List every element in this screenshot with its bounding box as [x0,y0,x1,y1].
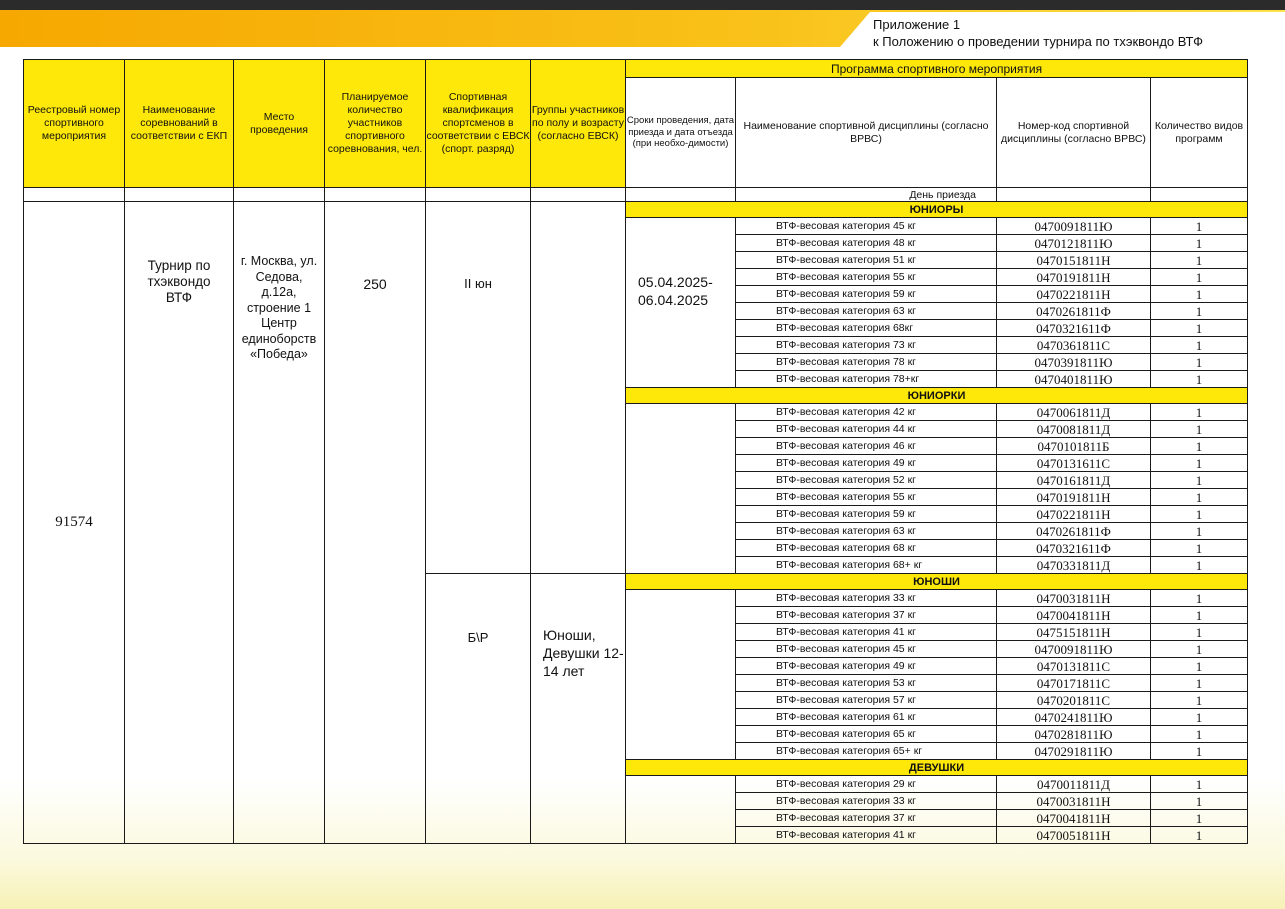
discipline-name: ВТФ-весовая категория 33 кг [736,590,997,607]
programs-count: 1 [1151,438,1248,455]
programs-count: 1 [1151,641,1248,658]
appendix-subtitle: к Положению о проведении турнира по тхэквондо ВТФ [873,34,1203,49]
discipline-code: 0470281811Ю [997,726,1151,743]
empty-cell [426,188,531,202]
reg-number: 91574 [24,202,125,844]
discipline-code: 0470131611С [997,455,1151,472]
programs-count: 1 [1151,303,1248,320]
discipline-code: 0470101811Б [997,438,1151,455]
discipline-name: ВТФ-весовая категория 49 кг [736,455,997,472]
dates-cell [626,404,736,574]
arrival-day-label: День приезда [736,188,997,202]
header-row [24,60,1248,78]
discipline-name: ВТФ-весовая категория 37 кг [736,607,997,624]
discipline-code: 0470401811Ю [997,371,1151,388]
programs-count: 1 [1151,506,1248,523]
discipline-code: 0470321611Ф [997,320,1151,337]
programs-count: 1 [1151,776,1248,793]
event-location: г. Москва, ул. Седова, д.12а, строение 1 Центр единоборств «Победа» [234,202,325,844]
discipline-code: 0470191811Н [997,269,1151,286]
empty-cell [531,188,626,202]
header-qualification: Спортивная квалификация спортсменов в соответствии с ЕВСК (спорт. разряд) [426,60,531,188]
programs-count: 1 [1151,743,1248,760]
discipline-name: ВТФ-весовая категория 68кг [736,320,997,337]
dates-cell [626,590,736,760]
empty-cell [626,188,736,202]
programs-count: 1 [1151,489,1248,506]
programs-count: 1 [1151,827,1248,844]
discipline-name: ВТФ-весовая категория 78 кг [736,354,997,371]
programs-count: 1 [1151,252,1248,269]
programs-count: 1 [1151,658,1248,675]
header-reg-number: Реестровый номер спортивного мероприятия [24,60,125,188]
discipline-name: ВТФ-весовая категория 41 кг [736,624,997,641]
discipline-name: ВТФ-весовая категория 65 кг [736,726,997,743]
programs-count: 1 [1151,235,1248,252]
header-location: Место проведения [234,60,325,188]
discipline-name: ВТФ-весовая категория 51 кг [736,252,997,269]
discipline-code: 0470091811Ю [997,218,1151,235]
programs-count: 1 [1151,692,1248,709]
section-title: ЮНИОРЫ [626,202,1248,218]
programs-count: 1 [1151,371,1248,388]
discipline-name: ВТФ-весовая категория 45 кг [736,641,997,658]
discipline-code: 0470291811Ю [997,743,1151,760]
programs-count: 1 [1151,810,1248,827]
discipline-name: ВТФ-весовая категория 52 кг [736,472,997,489]
programs-count: 1 [1151,455,1248,472]
programs-count: 1 [1151,404,1248,421]
discipline-name: ВТФ-весовая категория 41 кг [736,827,997,844]
programs-count: 1 [1151,557,1248,574]
discipline-name: ВТФ-весовая категория 49 кг [736,658,997,675]
empty-cell [997,188,1151,202]
section-title: ДЕВУШКИ [626,760,1248,776]
event-name: Турнир по тхэквондо ВТФ [125,202,234,844]
programs-count: 1 [1151,624,1248,641]
header-planned-count: Планируемое количество участников спортивного соревнования, чел. [325,60,426,188]
programs-count: 1 [1151,354,1248,371]
discipline-code: 0470321611Ф [997,540,1151,557]
discipline-code: 0470221811Н [997,506,1151,523]
event-table [23,59,1248,844]
discipline-code: 0470191811Н [997,489,1151,506]
programs-count: 1 [1151,320,1248,337]
programs-count: 1 [1151,269,1248,286]
empty-cell [125,188,234,202]
discipline-code: 0470031811Н [997,793,1151,810]
discipline-name: ВТФ-весовая категория 63 кг [736,303,997,320]
programs-count: 1 [1151,540,1248,557]
discipline-name: ВТФ-весовая категория 55 кг [736,489,997,506]
qualification-1: II юн [426,202,531,574]
appendix-title: Приложение 1 [873,17,961,32]
discipline-code: 0470391811Ю [997,354,1151,371]
header-code: Номер-код спортивной дисциплины (согласно ВРВС) [997,78,1151,188]
discipline-code: 0470081811Д [997,421,1151,438]
discipline-code: 0470361811С [997,337,1151,354]
discipline-code: 0470261811Ф [997,523,1151,540]
arrival-row [24,188,1248,202]
programs-count: 1 [1151,590,1248,607]
programs-count: 1 [1151,337,1248,354]
discipline-name: ВТФ-весовая категория 59 кг [736,506,997,523]
discipline-code: 0470331811Д [997,557,1151,574]
programs-count: 1 [1151,675,1248,692]
programs-count: 1 [1151,218,1248,235]
header-programs-count: Количество видов программ [1151,78,1248,188]
empty-cell [234,188,325,202]
table-body [24,60,1248,844]
discipline-code: 0470041811Н [997,810,1151,827]
discipline-code: 0470161811Д [997,472,1151,489]
discipline-code: 0470091811Ю [997,641,1151,658]
qualification-2: Б\Р [426,574,531,844]
discipline-name: ВТФ-весовая категория 68 кг [736,540,997,557]
empty-cell [24,188,125,202]
discipline-name: ВТФ-весовая категория 65+ кг [736,743,997,760]
discipline-name: ВТФ-весовая категория 29 кг [736,776,997,793]
programs-count: 1 [1151,726,1248,743]
discipline-name: ВТФ-весовая категория 37 кг [736,810,997,827]
discipline-name: ВТФ-весовая категория 59 кг [736,286,997,303]
discipline-code: 0470011811Д [997,776,1151,793]
section-title: ЮНИОРКИ [626,388,1248,404]
discipline-name: ВТФ-весовая категория 45 кг [736,218,997,235]
discipline-code: 0470261811Ф [997,303,1151,320]
discipline-code: 0475151811Н [997,624,1151,641]
section-row [24,202,1248,218]
discipline-name: ВТФ-весовая категория 42 кг [736,404,997,421]
programs-count: 1 [1151,421,1248,438]
discipline-name: ВТФ-весовая категория 53 кг [736,675,997,692]
programs-count: 1 [1151,607,1248,624]
discipline-name: ВТФ-весовая категория 46 кг [736,438,997,455]
groups-2: Юноши, Девушки 12-14 лет [531,574,626,844]
programs-count: 1 [1151,472,1248,489]
discipline-name: ВТФ-весовая категория 78+кг [736,371,997,388]
discipline-code: 0470121811Ю [997,235,1151,252]
header-groups: Группы участников по полу и возрасту (согласно ЕВСК) [531,60,626,188]
discipline-code: 0470131811С [997,658,1151,675]
discipline-name: ВТФ-весовая категория 55 кг [736,269,997,286]
discipline-name: ВТФ-весовая категория 33 кг [736,793,997,810]
dates-cell [626,776,736,844]
discipline-name: ВТФ-весовая категория 44 кг [736,421,997,438]
groups-1 [531,202,626,574]
header-dates: Сроки проведения, дата приезда и дата отъезда (при необхо-димости) [626,78,736,188]
discipline-code: 0470241811Ю [997,709,1151,726]
programs-count: 1 [1151,523,1248,540]
discipline-code: 0470061811Д [997,404,1151,421]
programs-count: 1 [1151,286,1248,303]
discipline-name: ВТФ-весовая категория 48 кг [736,235,997,252]
discipline-code: 0470171811С [997,675,1151,692]
discipline-code: 0470051811Н [997,827,1151,844]
discipline-code: 0470221811Н [997,286,1151,303]
discipline-name: ВТФ-весовая категория 68+ кг [736,557,997,574]
discipline-code: 0470041811Н [997,607,1151,624]
event-dates: 05.04.2025-06.04.2025 [626,218,736,388]
discipline-name: ВТФ-весовая категория 63 кг [736,523,997,540]
header-program: Программа спортивного мероприятия [626,60,1248,78]
programs-count: 1 [1151,709,1248,726]
empty-cell [325,188,426,202]
planned-count: 250 [325,202,426,844]
discipline-name: ВТФ-весовая категория 73 кг [736,337,997,354]
discipline-code: 0470031811Н [997,590,1151,607]
discipline-name: ВТФ-весовая категория 57 кг [736,692,997,709]
header-discipline: Наименование спортивной дисциплины (согласно ВРВС) [736,78,997,188]
empty-cell [1151,188,1248,202]
section-title: ЮНОШИ [626,574,1248,590]
header-event-name: Наименование соревнований в соответствии с ЕКП [125,60,234,188]
appendix-note [873,16,1203,50]
discipline-code: 0470201811С [997,692,1151,709]
discipline-code: 0470151811Н [997,252,1151,269]
discipline-name: ВТФ-весовая категория 61 кг [736,709,997,726]
programs-count: 1 [1151,793,1248,810]
